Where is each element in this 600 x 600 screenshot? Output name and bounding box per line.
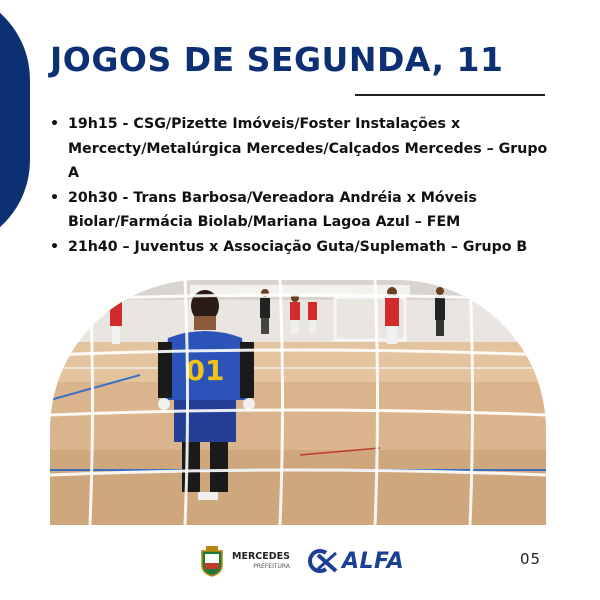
game-text: 21h40 – Juventus x Associação Guta/Suplemath – Grupo B (68, 238, 528, 255)
game-text: 20h30 - Trans Barbosa/Vereadora Andréia x Móveis Biolar/Farmácia Biolab/Mariana Lagoa Azul – FEM (68, 189, 477, 230)
footer-logos (198, 543, 404, 579)
game-item (50, 186, 550, 235)
city-logo (232, 552, 290, 570)
jersey-number: 01 (185, 354, 225, 387)
city-name: MERCEDES (232, 551, 290, 563)
alfa-mark-icon (306, 549, 340, 573)
city-subtitle: PREFEITURA (253, 562, 290, 570)
game-item (50, 112, 550, 186)
bullet-icon: • (50, 238, 60, 255)
futsal-photo (50, 280, 546, 525)
games-list (50, 112, 550, 259)
game-text: 19h15 - CSG/Pizette Imóveis/Foster Instalações x Mercecty/Metalúrgica Mercedes/Calçados Mercedes – Grupo A (68, 116, 548, 181)
bullet-icon: • (50, 189, 60, 206)
page-number: 05 (520, 550, 542, 568)
bullet-icon: • (50, 116, 60, 132)
sponsor-name: ALFA (341, 548, 405, 574)
page-title: JOGOS DE SEGUNDA, 11 (50, 40, 504, 79)
futsal-photo-illustration (50, 280, 546, 525)
decorative-arc (0, 0, 30, 250)
alfa-logo (306, 549, 404, 574)
city-crest-icon (198, 545, 226, 577)
game-item (50, 235, 550, 260)
title-divider (355, 94, 545, 96)
